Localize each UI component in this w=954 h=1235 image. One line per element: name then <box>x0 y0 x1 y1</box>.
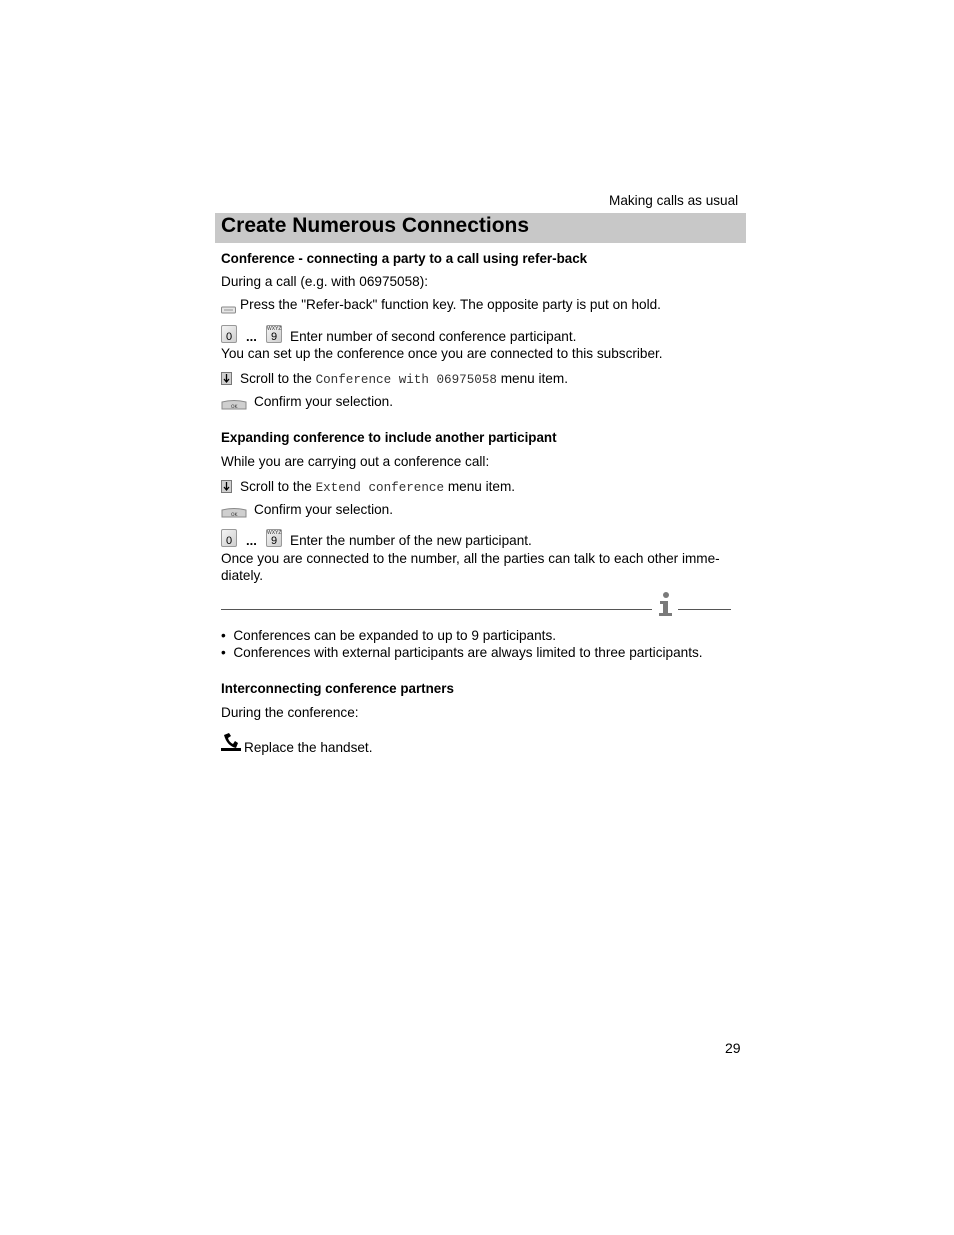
scroll-down-icon <box>221 480 232 493</box>
refer-back-note: You can set up the conference once you are connected to this subscriber. <box>221 346 663 361</box>
refer-back-step-2: Enter number of second conference participant. <box>290 329 577 344</box>
expand-note-line-1: Once you are connected to the number, all the parties can talk to each other imme- <box>221 551 720 566</box>
expand-step-1: Scroll to the Extend conference menu item. <box>240 479 516 495</box>
scroll-down-icon <box>221 372 232 385</box>
section-heading-refer-back: Conference - connecting a party to a call using refer-back <box>221 251 588 266</box>
key-0-icon: 0 <box>221 325 237 343</box>
expand-step-2: Confirm your selection. <box>254 502 394 517</box>
svg-text:OK: OK <box>231 405 238 410</box>
key-9-icon: WXYZ 9 <box>267 530 282 547</box>
section-heading-expand: Expanding conference to include another participant <box>221 430 557 445</box>
interconnect-step-1: Replace the handset. <box>244 740 373 755</box>
expand-note-line-2: diately. <box>221 568 264 583</box>
key-range-ellipsis: ... <box>246 329 257 344</box>
function-key-icon <box>221 302 236 310</box>
info-divider-left <box>221 609 652 610</box>
info-divider-right <box>678 609 731 610</box>
menu-item-extend-conference: Extend conference <box>315 481 445 495</box>
key-0-icon: 0 <box>221 529 237 547</box>
refer-back-step-3: Scroll to the Conference with 06975058 menu item. <box>240 371 568 387</box>
page-title: Create Numerous Connections <box>221 214 530 237</box>
expand-step-3: Enter the number of the new participant. <box>290 533 532 548</box>
menu-item-conference-with: Conference with 06975058 <box>315 373 497 387</box>
key-range-ellipsis: ... <box>246 533 257 548</box>
interconnect-intro: During the conference: <box>221 705 359 720</box>
refer-back-step-1: Press the "Refer-back" function key. The opposite party is put on hold. <box>240 297 661 312</box>
running-header: Making calls as usual <box>609 193 739 208</box>
refer-back-step-4: Confirm your selection. <box>254 394 394 409</box>
info-icon <box>655 591 677 617</box>
svg-text:OK: OK <box>231 513 238 518</box>
info-bullet: • Conferences with external participants are always limited to three participants. <box>221 645 703 660</box>
expand-intro: While you are carrying out a conference call: <box>221 454 490 469</box>
info-bullet: • Conferences can be expanded to up to 9 participants. <box>221 628 557 643</box>
refer-back-intro: During a call (e.g. with 06975058): <box>221 274 429 289</box>
replace-handset-icon <box>220 731 242 753</box>
ok-key-icon <box>221 506 247 516</box>
ok-key-icon <box>221 398 247 408</box>
page-number: 29 <box>725 1040 741 1056</box>
section-heading-interconnect: Interconnecting conference partners <box>221 681 454 696</box>
key-9-icon: WXYZ 9 <box>267 326 282 343</box>
